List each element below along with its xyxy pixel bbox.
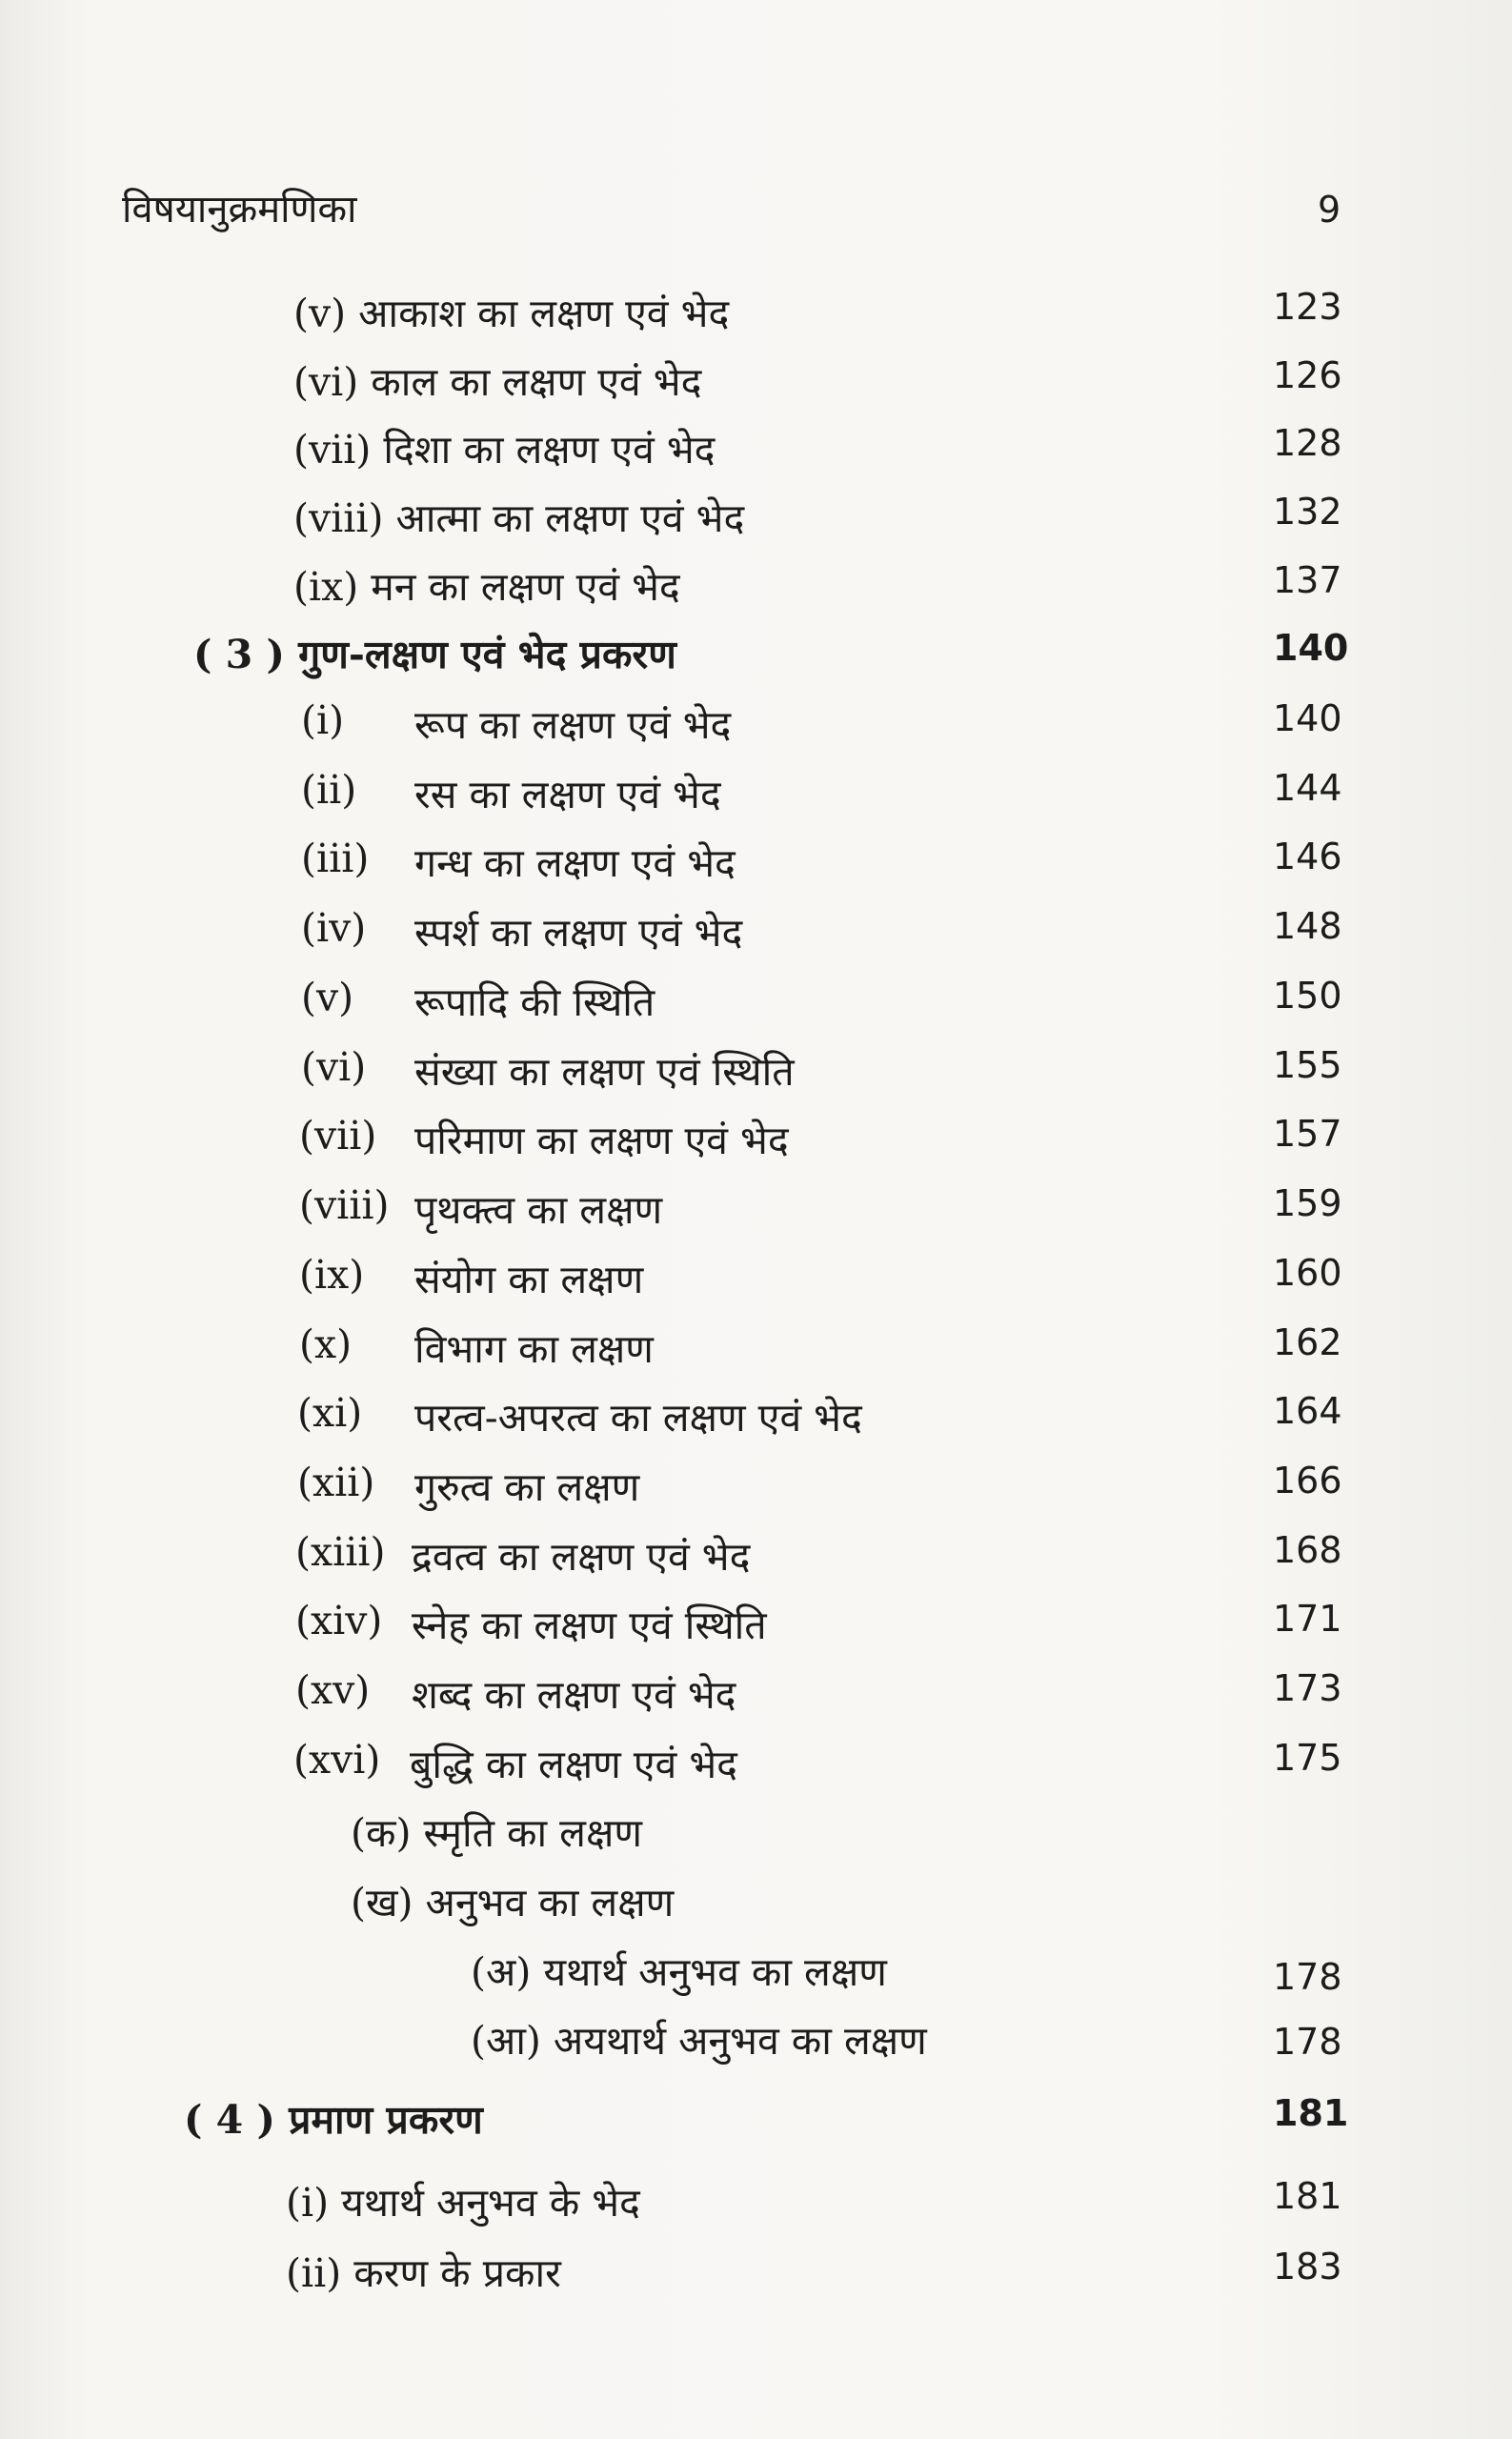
entry-page: 155 bbox=[1273, 1044, 1342, 1086]
entry-page: 148 bbox=[1273, 905, 1342, 947]
toc-entry bbox=[0, 422, 1512, 479]
section-heading-text: ( 4 ) प्रमाण प्रकरण bbox=[184, 2097, 483, 2143]
entry-text: परत्व-अपरत्व का लक्षण एवं भेद bbox=[414, 1395, 862, 1441]
toc-entry bbox=[0, 767, 1512, 824]
entry-text: (i) यथार्थ अनुभव के भेद bbox=[286, 2180, 640, 2226]
entry-text: संयोग का लक्षण bbox=[414, 1257, 644, 1302]
toc-entry bbox=[0, 1529, 1512, 1586]
subentry-page: 178 bbox=[1273, 2021, 1342, 2063]
entry-page: 160 bbox=[1273, 1252, 1342, 1294]
entry-number: (viii) bbox=[299, 1182, 390, 1228]
toc-entry bbox=[0, 697, 1512, 755]
toc-entry bbox=[0, 1182, 1512, 1240]
entry-number: (xii) bbox=[297, 1460, 375, 1505]
entry-text: संख्या का लक्षण एवं स्थिति bbox=[414, 1049, 795, 1095]
entry-page: 173 bbox=[1273, 1667, 1342, 1709]
toc-entry bbox=[0, 1667, 1512, 1724]
subentry-page: 178 bbox=[1273, 1956, 1342, 1998]
entry-number: (iii) bbox=[301, 836, 370, 881]
toc-entry bbox=[0, 1390, 1512, 1447]
entry-page: 168 bbox=[1273, 1529, 1342, 1571]
section-heading-page: 181 bbox=[1273, 2092, 1349, 2134]
running-header-title: विषयानुक्रमणिका bbox=[122, 188, 357, 232]
entry-page: 128 bbox=[1273, 422, 1342, 464]
entry-text: (ii) करण के प्रकार bbox=[286, 2250, 561, 2296]
entry-page: 162 bbox=[1273, 1321, 1342, 1363]
entry-text: स्पर्श का लक्षण एवं भेद bbox=[414, 910, 743, 956]
entry-page: 150 bbox=[1273, 975, 1342, 1017]
entry-page: 164 bbox=[1273, 1390, 1342, 1432]
entry-page: 140 bbox=[1273, 697, 1342, 739]
subentry-text: (आ) अयथार्थ अनुभव का लक्षण bbox=[471, 2018, 927, 2064]
entry-number: (ix) bbox=[299, 1252, 365, 1298]
entry-text: परिमाण का लक्षण एवं भेद bbox=[414, 1118, 789, 1163]
entry-page: 123 bbox=[1273, 286, 1342, 328]
entry-page: 132 bbox=[1273, 491, 1342, 533]
toc-entry bbox=[0, 559, 1512, 616]
toc-section-heading bbox=[0, 2092, 1512, 2149]
entry-number: (xiv) bbox=[295, 1598, 383, 1643]
subentry-text: (अ) यथार्थ अनुभव का लक्षण bbox=[471, 1949, 887, 1995]
entry-number: (iv) bbox=[301, 905, 367, 951]
entry-number: (x) bbox=[299, 1321, 353, 1367]
toc-entry bbox=[0, 491, 1512, 548]
entry-number: (i) bbox=[301, 697, 345, 743]
entry-number: (xvi) bbox=[293, 1737, 381, 1783]
toc-entry bbox=[0, 905, 1512, 962]
toc-entry bbox=[0, 286, 1512, 343]
entry-number: (vii) bbox=[299, 1113, 377, 1159]
entry-number: (xi) bbox=[297, 1390, 363, 1436]
toc-section-heading bbox=[0, 627, 1512, 684]
entry-page: 137 bbox=[1273, 559, 1342, 601]
header-page-number: 9 bbox=[1318, 189, 1341, 231]
entry-text: (vii) दिशा का लक्षण एवं भेद bbox=[293, 427, 716, 473]
entry-text: गन्ध का लक्षण एवं भेद bbox=[414, 840, 736, 886]
entry-text: बुद्धि का लक्षण एवं भेद bbox=[410, 1742, 737, 1787]
toc-entry bbox=[0, 975, 1512, 1032]
entry-text: शब्द का लक्षण एवं भेद bbox=[412, 1672, 736, 1718]
toc-entry bbox=[0, 354, 1512, 412]
entry-page: 146 bbox=[1273, 836, 1342, 877]
entry-text: विभाग का लक्षण bbox=[414, 1326, 654, 1372]
entry-number: (v) bbox=[301, 975, 354, 1020]
section-heading-page: 140 bbox=[1273, 627, 1349, 669]
toc-entry bbox=[0, 1252, 1512, 1309]
entry-page: 159 bbox=[1273, 1182, 1342, 1224]
entry-page: 181 bbox=[1273, 2175, 1342, 2217]
entry-text: द्रवत्व का लक्षण एवं भेद bbox=[412, 1534, 751, 1580]
entry-text: (viii) आत्मा का लक्षण एवं भेद bbox=[293, 495, 745, 541]
entry-text: स्नेह का लक्षण एवं स्थिति bbox=[412, 1602, 767, 1648]
toc-entry bbox=[0, 1044, 1512, 1101]
toc-subentry bbox=[0, 1805, 1512, 1863]
toc-entry bbox=[0, 2246, 1512, 2303]
entry-page: 157 bbox=[1273, 1113, 1342, 1155]
entry-number: (vi) bbox=[301, 1044, 367, 1090]
toc-entry bbox=[0, 2175, 1512, 2232]
entry-text: रूपादि की स्थिति bbox=[414, 979, 655, 1025]
entry-text: रूप का लक्षण एवं भेद bbox=[414, 702, 732, 748]
entry-page: 183 bbox=[1273, 2246, 1342, 2288]
entry-page: 166 bbox=[1273, 1460, 1342, 1502]
section-heading-text: ( 3 ) गुण-लक्षण एवं भेद प्रकरण bbox=[193, 632, 676, 677]
entry-text: पृथक्त्व का लक्षण bbox=[414, 1187, 663, 1233]
entry-text: (vi) काल का लक्षण एवं भेद bbox=[293, 359, 702, 405]
entry-number: (xiii) bbox=[295, 1529, 386, 1575]
entry-page: 175 bbox=[1273, 1737, 1342, 1779]
entry-page: 171 bbox=[1273, 1598, 1342, 1640]
entry-text: (ix) मन का लक्षण एवं भेद bbox=[293, 564, 680, 610]
toc-entry bbox=[0, 1737, 1512, 1794]
entry-text: (v) आकाश का लक्षण एवं भेद bbox=[293, 291, 730, 336]
entry-text: रस का लक्षण एवं भेद bbox=[414, 772, 721, 817]
toc-subentry bbox=[0, 2013, 1512, 2070]
entry-number: (xv) bbox=[295, 1667, 371, 1713]
subentry-text: (क) स्मृति का लक्षण bbox=[351, 1810, 642, 1856]
toc-entry bbox=[0, 1113, 1512, 1170]
toc-entry bbox=[0, 836, 1512, 893]
entry-text: गुरुत्व का लक्षण bbox=[414, 1464, 640, 1510]
subentry-text: (ख) अनुभव का लक्षण bbox=[351, 1880, 675, 1925]
toc-subentry bbox=[0, 1945, 1512, 2002]
toc-entry bbox=[0, 1321, 1512, 1379]
entry-number: (ii) bbox=[301, 767, 357, 813]
toc-subentry bbox=[0, 1875, 1512, 1932]
toc-entry bbox=[0, 1460, 1512, 1517]
toc-entry bbox=[0, 1598, 1512, 1655]
entry-page: 144 bbox=[1273, 767, 1342, 809]
entry-page: 126 bbox=[1273, 354, 1342, 396]
